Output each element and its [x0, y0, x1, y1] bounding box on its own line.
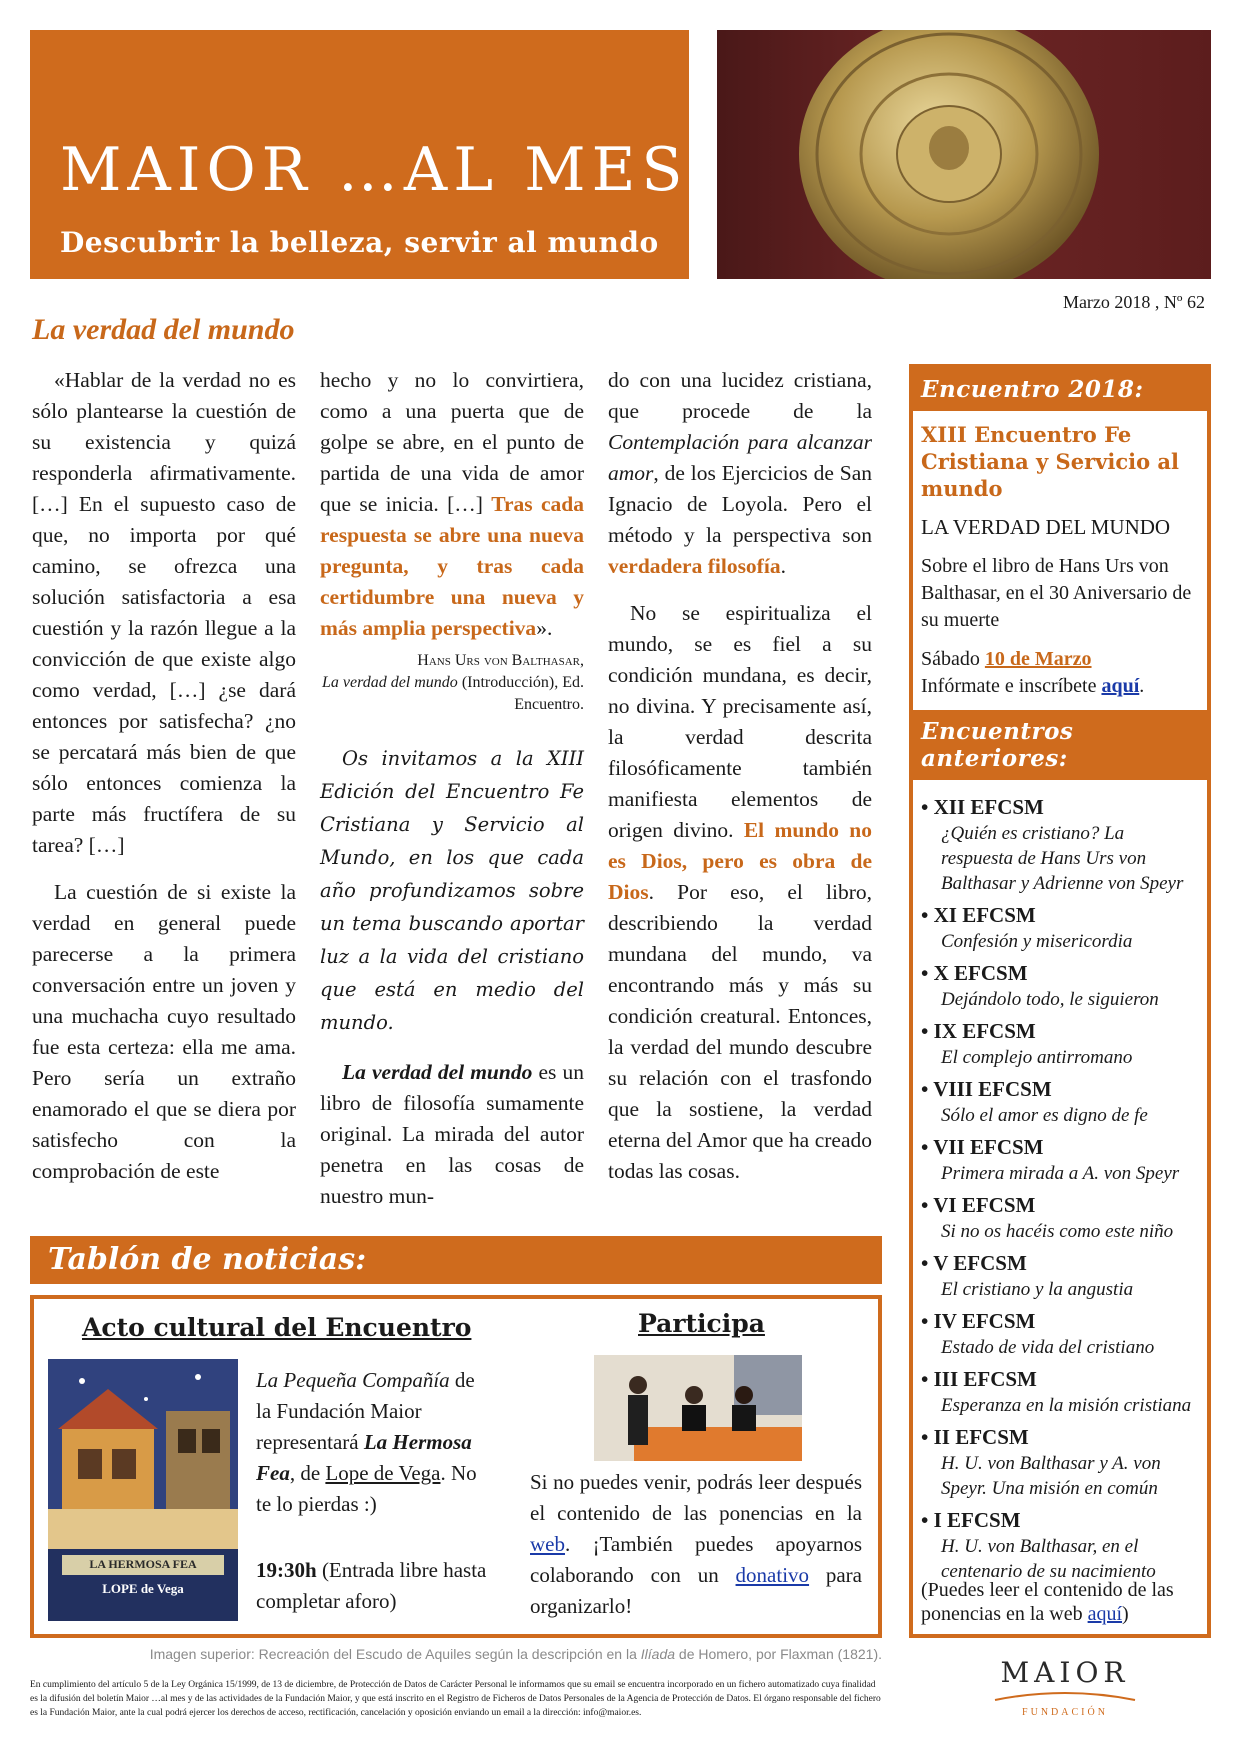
previous-encuentro-title: • IV EFCSM	[921, 1309, 1036, 1333]
previous-encuentro-item	[921, 1134, 1199, 1186]
event-description: Sobre el libro de Hans Urs von Balthasar, en el 30 Aniversario de su muerte	[921, 555, 1192, 631]
bullet-icon: •	[921, 1309, 934, 1333]
people-photo-icon	[594, 1355, 802, 1461]
previous-encuentro-title: • VI EFCSM	[921, 1193, 1036, 1217]
bullet-icon: •	[921, 1425, 934, 1449]
bullet-icon: •	[921, 1251, 934, 1275]
previous-encuentro-subtitle: Si no os hacéis como este niño	[941, 1221, 1174, 1242]
bullet-icon: •	[921, 903, 934, 927]
logo-name: MAIOR	[1000, 1656, 1130, 1689]
participa-heading: Participa	[638, 1309, 765, 1338]
bullet-icon: •	[921, 795, 934, 819]
signup-line: Infórmate e inscríbete aquí.	[921, 675, 1145, 697]
article-column-3	[608, 365, 872, 1187]
bullet-icon: •	[921, 1135, 934, 1159]
issue-info: Marzo 2018 , Nº 62	[1062, 292, 1205, 312]
previous-encuentro-item	[921, 1366, 1199, 1418]
highlight: verdadera filosofía	[608, 554, 781, 578]
poster-author: LOPE de Vega	[102, 1581, 184, 1596]
previous-encuentro-title: • V EFCSM	[921, 1251, 1027, 1275]
acto-time: 19:30h (Entrada libre hasta completar aforo)	[256, 1558, 487, 1613]
encuentro-details	[913, 411, 1207, 710]
previous-encuentro-subtitle: Estado de vida del cristiano	[941, 1337, 1155, 1358]
ponencias-note: (Puedes leer el contenido de las ponencias en la web aquí)	[921, 1579, 1174, 1625]
previous-encuentro-subtitle: Sólo el amor es digno de fe	[941, 1105, 1148, 1126]
previous-encuentro-item	[921, 1250, 1199, 1302]
newsletter-title: MAIOR …AL MES	[60, 135, 689, 205]
previous-encuentro-subtitle: Primera mirada a A. von Speyr	[941, 1163, 1180, 1184]
bullet-icon: •	[921, 1508, 934, 1532]
article-column-1	[32, 365, 296, 1187]
acto-description: La Pequeña Compañía de la Fundación Maior representará La Hermosa Fea, de Lope de Vega. No te lo pierdas :)	[256, 1368, 477, 1516]
previous-encuentro-subtitle: H. U. von Balthasar, en el centenario de su nacimiento	[941, 1536, 1156, 1582]
bullet-icon: •	[921, 1077, 934, 1101]
participa-photo	[594, 1355, 802, 1461]
event-date: Sábado 10 de Marzo	[921, 648, 1092, 670]
maior-logo	[990, 1656, 1140, 1718]
bullet-icon: •	[921, 1367, 934, 1391]
previous-encuentro-title: • III EFCSM	[921, 1367, 1037, 1391]
previous-encuentro-subtitle: H. U. von Balthasar y A. von Speyr. Una misión en común	[941, 1453, 1161, 1499]
event-theme: LA VERDAD DEL MUNDO	[921, 515, 1171, 539]
previous-encuentro-subtitle: El cristiano y la angustia	[941, 1279, 1134, 1300]
previous-encuentro-title: • II EFCSM	[921, 1425, 1029, 1449]
previous-encuentro-subtitle: El complejo antirromano	[941, 1047, 1133, 1068]
quote-signature: Hans Urs von Balthasar, La verdad del mundo (Introducción), Ed. Encuentro.	[321, 652, 584, 713]
previous-encuentro-title: • I EFCSM	[921, 1508, 1021, 1532]
previous-encuentro-item	[921, 1018, 1199, 1070]
image-credit: Imagen superior: Recreación del Escudo de Aquiles según la descripción en la Ilíada de Homero, por Flaxman (1821).	[149, 1646, 882, 1662]
previous-encuentro-item	[921, 1507, 1199, 1584]
previous-encuentros-list	[913, 780, 1207, 1600]
event-name: XIII Encuentro Fe Cristiana y Servicio al mundo	[921, 422, 1179, 501]
sidebar-heading-anteriores: Encuentros anteriores:	[913, 710, 1207, 780]
sidebar	[909, 364, 1211, 1638]
bullet-icon: •	[921, 1193, 934, 1217]
previous-encuentro-title: • X EFCSM	[921, 961, 1028, 985]
previous-encuentro-subtitle: Dejándolo todo, le siguieron	[941, 989, 1159, 1010]
previous-encuentro-item	[921, 960, 1199, 1012]
previous-encuentro-subtitle: Esperanza en la misión cristiana	[941, 1395, 1192, 1416]
previous-encuentro-title: • XI EFCSM	[921, 903, 1036, 927]
donativo-link[interactable]: donativo	[735, 1563, 810, 1587]
previous-encuentro-title: • VII EFCSM	[921, 1135, 1044, 1159]
previous-encuentro-title: • XII EFCSM	[921, 795, 1044, 819]
signup-link[interactable]: aquí	[1101, 675, 1140, 697]
legal-notice: En cumplimiento del artículo 5 de la Ley Orgánica 15/1999, de 13 de diciembre, de Protección de Datos de Carácter Personal le informamos que su email se encuentra incorporado en un fichero automatizado cuya finalidad es la difusión del boletín Maior …al mes y de las actividades de la Fundación Maior, y que está inscrito en el Registro de Ficheros de Datos Personales de la Agencia de Protección de Datos. El órgano responsable del fichero es la Fundación Maior, ante la cual podrá ejercer los derechos de acceso, rectificación, cancelación y oposición enviando un email a la dirección: info@maior.es.	[30, 1680, 881, 1718]
previous-encuentro-title: • IX EFCSM	[921, 1019, 1036, 1043]
previous-encuentro-item	[921, 1192, 1199, 1244]
previous-encuentro-subtitle: Confesión y misericordia	[941, 931, 1133, 952]
tablon-heading: Tablón de noticias:	[30, 1236, 882, 1284]
article-column-2	[320, 365, 584, 1212]
paragraph: No se espiritualiza el mundo, se es fiel a su condición mundana, es decir, no divina. Y precisamente así, la verdad descrita filosóficamente también manifiesta elementos de origen divino. El mundo no es Dios, pero es obra de Dios. Por eso, el libro, describiendo la verdad mundana del mundo, va encontrando más y más su condición creatural. Entonces, la verdad del mundo descubre su relación con el trasfondo que la sostiene, la verdad eterna del Amor que ha creado todas las cosas.	[608, 601, 872, 1183]
participa-description: Si no puedes venir, podrás leer después el contenido de las ponencias en la web. ¡También puedes apoyarnos colaborando con un donativo para organizarlo!	[530, 1470, 862, 1618]
previous-encuentro-item	[921, 902, 1199, 954]
article-heading: La verdad del mundo	[32, 313, 295, 346]
previous-encuentro-item	[921, 1076, 1199, 1128]
play-poster	[48, 1359, 238, 1621]
header-banner	[30, 30, 689, 279]
paragraph: La cuestión de si existe la verdad en general puede parecerse a la primera conversación entre un joven y una muchacha cuyo resultado fue esta certeza: ella me ama. Pero sería un extraño enamorado el que se diera por satisfecho con la comprobación de este	[32, 880, 296, 1183]
sidebar-heading-encuentro: Encuentro 2018:	[913, 368, 1207, 411]
paragraph: La verdad del mundo es un libro de filosofía sumamente original. La mirada del autor penetra en las cosas de nuestro mun-	[320, 1060, 584, 1208]
shield-image	[717, 30, 1211, 279]
logo-swoosh-icon	[990, 1690, 1140, 1702]
newsletter-subtitle: Descubrir la belleza, servir al mundo	[60, 226, 659, 259]
web-link[interactable]: web	[530, 1532, 565, 1556]
date-link[interactable]: 10 de Marzo	[984, 648, 1092, 670]
shield-icon	[717, 30, 1211, 279]
paragraph: «Hablar de la verdad no es sólo plantearse la cuestión de su existencia y quizá responderla afirmativamente. […] En el supuesto caso de que, no importa por qué camino, se ofrezca una solución satisfactoria a esa cuestión y la razón llegue a la convicción de que existe algo como verdad, […] ¿se dará entonces por satisfecha? ¿no se percatará más bien de que sólo entonces comienza la parte más fructífera de su tarea? […]	[32, 368, 296, 857]
acto-heading: Acto cultural del Encuentro	[82, 1313, 472, 1342]
logo-sub: FUNDACIÓN	[1022, 1707, 1108, 1718]
highlight: El mundo no es Dios, pero es obra de Dios	[608, 818, 872, 904]
bullet-icon: •	[921, 961, 934, 985]
invitation-paragraph: Os invitamos a la XIII Edición del Encuentro Fe Cristiana y Servicio al Mundo, en los que cada año profundizamos sobre un tema buscando aportar luz a la vida del cristiano que está en medio del mundo.	[320, 747, 584, 1034]
ponencias-link[interactable]: aquí	[1087, 1603, 1123, 1625]
paragraph: hecho y no lo convirtiera, como a una puerta que de golpe se abre, en el punto de partida de una vida de amor que se inicia. […] Tras cada respuesta se abre una nueva pregunta, y tras cada certidumbre una nueva y más amplia perspectiva».	[320, 368, 585, 640]
previous-encuentro-item	[921, 794, 1199, 896]
poster-title: LA HERMOSA FEA	[89, 1557, 197, 1571]
highlight: Tras cada respuesta se abre una nueva pregunta, y tras cada certidumbre una nueva y más amplia perspectiva	[320, 492, 585, 640]
bullet-icon: •	[921, 1019, 934, 1043]
author-link[interactable]: Lope de Vega	[325, 1461, 441, 1485]
tablon-box	[30, 1295, 882, 1638]
previous-encuentro-subtitle: ¿Quién es cristiano? La respuesta de Hans Urs von Balthasar y Adrienne von Speyr	[941, 823, 1184, 894]
previous-encuentro-item	[921, 1308, 1199, 1360]
paragraph: do con una lucidez cristiana, que procede de la Contemplación para alcanzar amor, de los Ejercicios de San Ignacio de Loyola. Pero el método y la perspectiva son verdadera filosofía.	[608, 368, 872, 578]
previous-encuentro-title: • VIII EFCSM	[921, 1077, 1052, 1101]
previous-encuentro-item	[921, 1424, 1199, 1501]
